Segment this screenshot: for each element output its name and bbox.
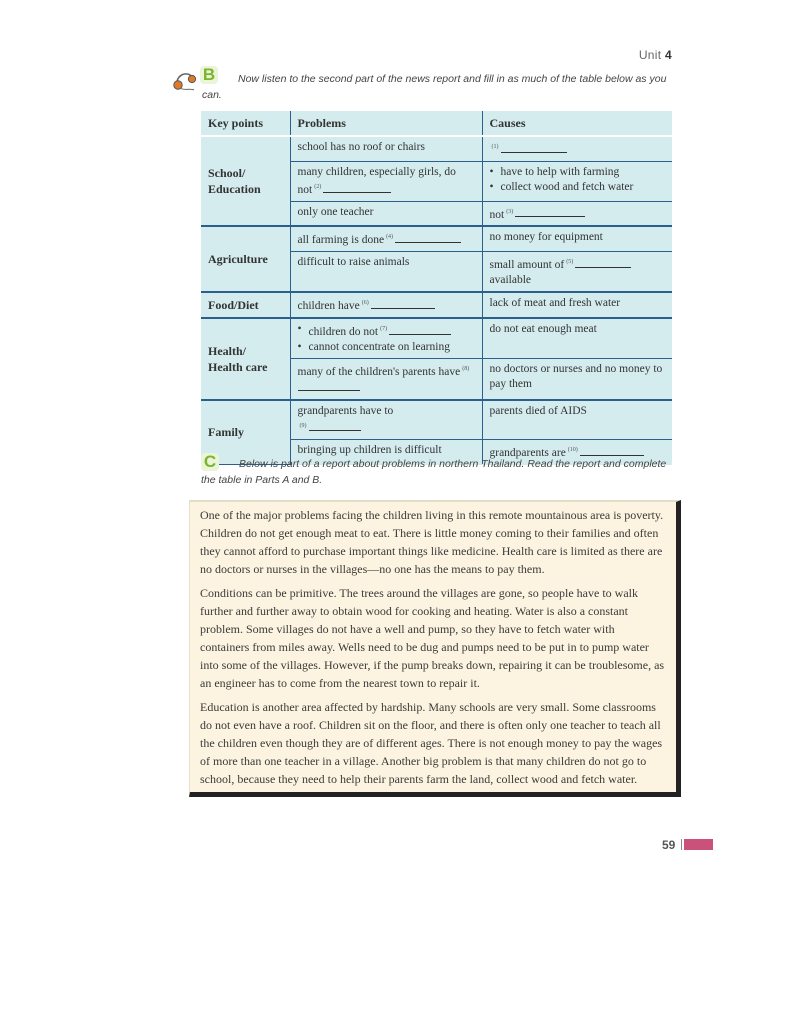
blank-number: (7) [380,325,388,332]
page-number: 59 [662,838,676,852]
cause-cell: no doctors or nurses and no money to pay them [482,358,672,399]
answer-blank-2[interactable] [323,182,391,193]
table-row [201,226,672,251]
cause-cell [482,161,672,201]
answer-blank-7[interactable] [389,324,451,335]
headphones-icon [172,68,200,92]
section-c-badge: C [201,453,219,471]
key-point-school: School/ Education [201,136,290,226]
header-key-points: Key points [201,111,290,136]
answer-blank-5[interactable] [575,257,631,268]
key-point-agriculture: Agriculture [201,226,290,292]
cause-bullet: • have to help with farming [490,165,666,180]
table-row [201,400,672,440]
table-row [201,318,672,358]
report-paragraph-3: Education is another area affected by hardship. Many schools are very small. Some classrooms do not even have a roof. Children sit on the floor, and there is often only one teacher to teach all the children even though they are of different ages. There is not enough money to pay the wages of more than one teacher in a village. Another big problem is that many children do not go to school, because they need to help their parents farm the land, collect wood and fetch water. [200,700,663,786]
key-points-table [201,111,672,465]
problem-bullet: • cannot concentrate on learning [298,340,475,355]
key-point-health: Health/ Health care [201,318,290,400]
page-number-divider [681,839,682,850]
header-problems: Problems [290,111,482,136]
cause-cell: no money for equipment [482,226,672,251]
problem-cell: bringing up children is difficult [290,440,482,464]
table-row [201,136,672,161]
problem-cell: difficult to raise animals [290,252,482,292]
unit-number: 4 [665,48,672,62]
blank-number: (3) [506,208,514,215]
cause-bullet: • collect wood and fetch water [490,180,666,195]
section-c-instruction: Below is part of a report about problems in northern Thailand. Read the report and complete the table in Parts A and B. [201,458,667,486]
cause-cell: parents died of AIDS [482,400,672,440]
blank-number: (8) [462,365,470,372]
answer-blank-3[interactable] [515,206,585,217]
blank-number: (10) [567,447,578,454]
blank-number: (1) [491,144,499,150]
report-paragraph-1: One of the major problems facing the children living in this remote mountainous area is poverty. Children do not get enough meat to eat. There is little money coming to their families and often they cannot afford to purchase important things like medicine. Health care is limited as there are no doctors or nurses in the villages—no one has the means to pay them. [200,508,664,576]
key-point-food: Food/Diet [201,292,290,318]
problem-cell: school has no roof or chairs [290,136,482,161]
answer-blank-6[interactable] [371,298,435,309]
blank-number: (4) [386,234,394,241]
cause-cell: do not eat enough meat [482,318,672,358]
header-causes: Causes [482,111,672,136]
problem-cell: many of the children's parents have $^{(8)}$ [290,358,482,399]
answer-blank-8[interactable] [298,380,360,391]
section-b-badge: B [200,66,218,84]
cause-cell: not $^{(3)}$ [482,201,672,226]
blank-number: (5) [566,259,574,266]
cause-cell: lack of meat and fresh water [482,292,672,318]
cause-cell [482,136,672,161]
problem-cell: many children, especially girls, do not $^{(2)}$ [290,161,482,201]
report-paragraph-2: Conditions can be primitive. The trees around the villages are gone, so people have to walk further and further away to obtain wood for cooking and heating. Water is also a constant problem. Some villages do not have a well and pump, so they have to fetch water with containers from miles away. Wells need to be dug and pumps need to be put in to pump water into some of the villages. However, if the pump breaks down, repairing it can be troublesome, as an engineer has to come from the nearest town to repair it. [200,586,665,690]
table-row [201,292,672,318]
problem-cell: all farming is done $^{(4)}$ [290,226,482,251]
answer-blank-1[interactable] [501,142,567,153]
problem-cell [290,318,482,358]
answer-blank-10[interactable] [580,445,644,456]
unit-word: Unit [638,48,662,62]
problem-cell: children have $^{(6)}$ [290,292,482,318]
blank-number: (6) [361,300,369,307]
problem-cell: grandparents have to $^{(9)}$ [290,400,482,440]
unit-label [639,48,672,62]
problem-cell: only one teacher [290,201,482,226]
blank-number: (9) [299,422,307,429]
problem-bullet: • children do not $^{(7)}$ [298,322,475,340]
answer-blank-9[interactable] [309,420,361,431]
section-b-instruction: Now listen to the second part of the news report and fill in as much of the table below as you can. [202,73,667,101]
table-header-row [201,111,672,136]
cause-cell: grandparents are $^{(10)}$ [482,440,672,464]
key-point-family: Family [201,400,290,465]
cause-cell: small amount of $^{(5)}$ available [482,252,672,292]
report-box [189,500,681,797]
blank-number: (2) [314,183,322,190]
page-number-bar [684,839,713,850]
answer-blank-4[interactable] [395,232,461,243]
